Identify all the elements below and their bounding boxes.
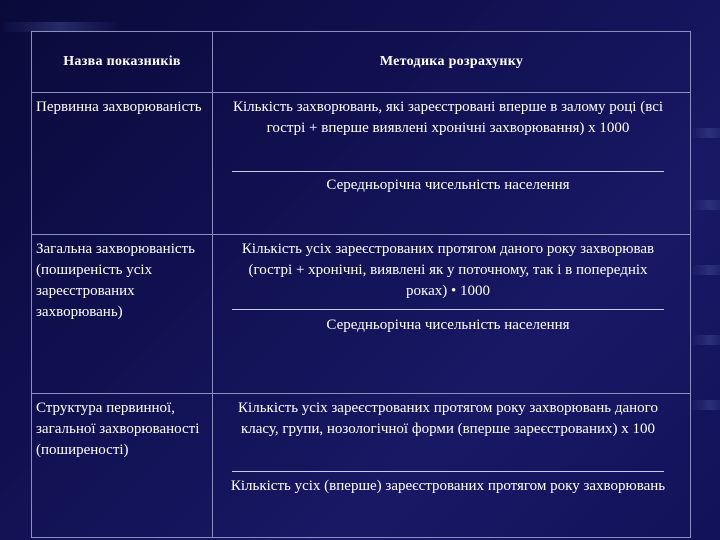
- table-row: [32, 394, 690, 537]
- indicators-table: [31, 31, 691, 538]
- background-streak: [690, 200, 720, 210]
- formula-denominator: Середньорічна чисельність населення: [326, 317, 570, 333]
- table-row: [32, 93, 690, 234]
- fraction-line: [232, 309, 664, 310]
- table-header-row: [32, 32, 690, 92]
- indicator-name: Первинна захворюваність: [36, 99, 202, 115]
- background-streak: [690, 128, 720, 138]
- fraction-line: [232, 171, 664, 172]
- background-streak: [690, 265, 720, 275]
- indicator-name: Загальна захворюваність (поширеність усіх зареєстрованих захворювань): [36, 241, 195, 320]
- formula-numerator: Кількість захворювань, які зареєстровані вперше в залому році (всі гострі + вперше виявлені хронічні захворювання) х 1000: [232, 99, 664, 136]
- formula-numerator: Кількість усіх зареєстрованих протягом року захворювань даного класу, групи, нозологічної форми (вперше зареєстрованих) х 100: [238, 400, 658, 437]
- formula-numerator: Кількість усіх зареєстрованих протягом даного року захворював (гострі + хронічні, виявлені як у поточному, так і в попередніх роках) • 1000: [241, 241, 655, 299]
- background-streak: [690, 335, 720, 345]
- background-streak: [690, 400, 720, 410]
- fraction-line: [232, 471, 664, 472]
- header-indicator-name: Назва показників: [63, 54, 181, 69]
- table-row: [32, 235, 690, 393]
- formula-denominator: Середньорічна чисельність населення: [326, 177, 570, 193]
- header-calculation-method: Методика розрахунку: [379, 54, 524, 69]
- formula-denominator: Кількість усіх (вперше) зареєстрованих протягом року захворювань: [230, 478, 666, 494]
- indicator-name: Структура первинної, загальної захворюваності (поширеності): [36, 400, 200, 458]
